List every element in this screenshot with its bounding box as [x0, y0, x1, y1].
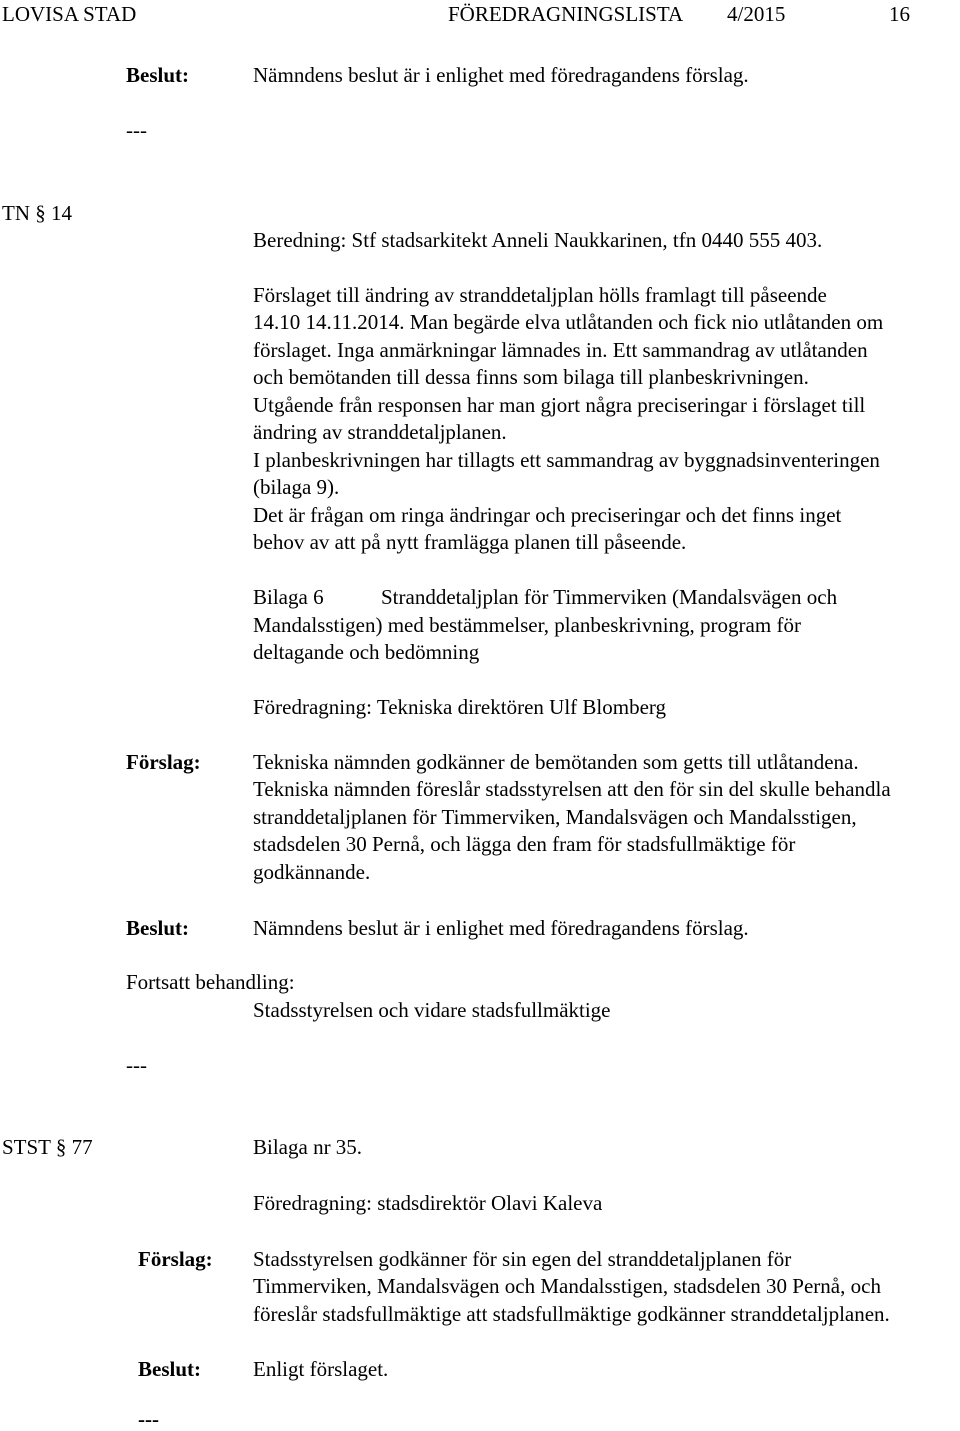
forslag-line: Timmerviken, Mandalsvägen och Mandalsstigen, stadsdelen 30 Pernå, och — [253, 1274, 881, 1298]
beslut-text: Nämndens beslut är i enlighet med föredragandens förslag. — [253, 916, 749, 940]
forslag-line: Tekniska nämnden föreslår stadsstyrelsen att den för sin del skulle behandla — [253, 777, 891, 801]
forslag-line: Tekniska nämnden godkänner de bemötanden som getts till utlåtandena. — [253, 750, 859, 774]
bilaga-line: deltagande och bedömning — [253, 640, 480, 664]
body-line: I planbeskrivningen har tillagts ett sammandrag av byggnadsinventeringen — [253, 448, 880, 472]
section-separator: --- — [126, 118, 147, 142]
forslag-line: godkännande. — [253, 860, 371, 884]
section-ref-tn14: TN § 14 — [2, 201, 72, 225]
beslut-text: Nämndens beslut är i enlighet med föredragandens förslag. — [253, 63, 749, 87]
body-line: förslaget. Inga anmärkningar lämnades in. Ett sammandrag av utlåtanden — [253, 338, 868, 362]
bilaga-ref: Bilaga nr 35. — [253, 1135, 363, 1159]
forslag-line: Stadsstyrelsen godkänner för sin egen del stranddetaljplanen för — [253, 1247, 792, 1271]
beslut-label: Beslut: — [126, 916, 189, 940]
beslut-label: Beslut: — [138, 1357, 201, 1381]
body-line: Det är frågan om ringa ändringar och preciseringar och det finns inget — [253, 503, 842, 527]
body-line: behov av att på nytt framlägga planen till påseende. — [253, 530, 687, 554]
foredragning-line: Föredragning: stadsdirektör Olavi Kaleva — [253, 1191, 603, 1215]
bilaga-line: Mandalsstigen) med bestämmelser, planbeskrivning, program för — [253, 613, 801, 637]
body-line: Utgående från responsen har man gjort några preciseringar i förslaget till — [253, 393, 866, 417]
forslag-line: stadsdelen 30 Pernå, och lägga den fram för stadsfullmäktige för — [253, 832, 796, 856]
bilaga-line: Stranddetaljplan för Timmerviken (Mandalsvägen och — [381, 585, 838, 609]
forslag-line: stranddetaljplanen för Timmerviken, Mandalsvägen och Mandalsstigen, — [253, 805, 857, 829]
body-line: 14.10 14.11.2014. Man begärde elva utlåtanden och fick nio utlåtanden om — [253, 310, 884, 334]
forslag-label: Förslag: — [138, 1247, 213, 1271]
beredning-line: Beredning: Stf stadsarkitekt Anneli Naukkarinen, tfn 0440 555 403. — [253, 228, 823, 252]
header-org: LOVISA STAD — [2, 2, 137, 26]
body-line: (bilaga 9). — [253, 475, 340, 499]
header-page-number: 16 — [889, 2, 910, 26]
section-ref-stst77: STST § 77 — [2, 1135, 93, 1159]
fortsatt-behandling-text: Stadsstyrelsen och vidare stadsfullmäktige — [253, 998, 611, 1022]
section-separator: --- — [126, 1053, 147, 1077]
body-line: ändring av stranddetaljplanen. — [253, 420, 507, 444]
foredragning-line: Föredragning: Tekniska direktören Ulf Blomberg — [253, 695, 667, 719]
section-separator: --- — [138, 1407, 159, 1431]
forslag-line: föreslår stadsfullmäktige att stadsfullmäktige godkänner stranddetaljplanen. — [253, 1302, 890, 1326]
forslag-label: Förslag: — [126, 750, 201, 774]
header-issue: 4/2015 — [727, 2, 786, 26]
bilaga-label: Bilaga 6 — [253, 585, 324, 609]
beslut-label: Beslut: — [126, 63, 189, 87]
body-line: och bemötanden till dessa finns som bilaga till planbeskrivningen. — [253, 365, 809, 389]
header-list-title: FÖREDRAGNINGSLISTA — [448, 2, 684, 26]
body-line: Förslaget till ändring av stranddetaljplan hölls framlagt till påseende — [253, 283, 827, 307]
beslut-text: Enligt förslaget. — [253, 1357, 389, 1381]
fortsatt-behandling-label: Fortsatt behandling: — [126, 970, 295, 994]
